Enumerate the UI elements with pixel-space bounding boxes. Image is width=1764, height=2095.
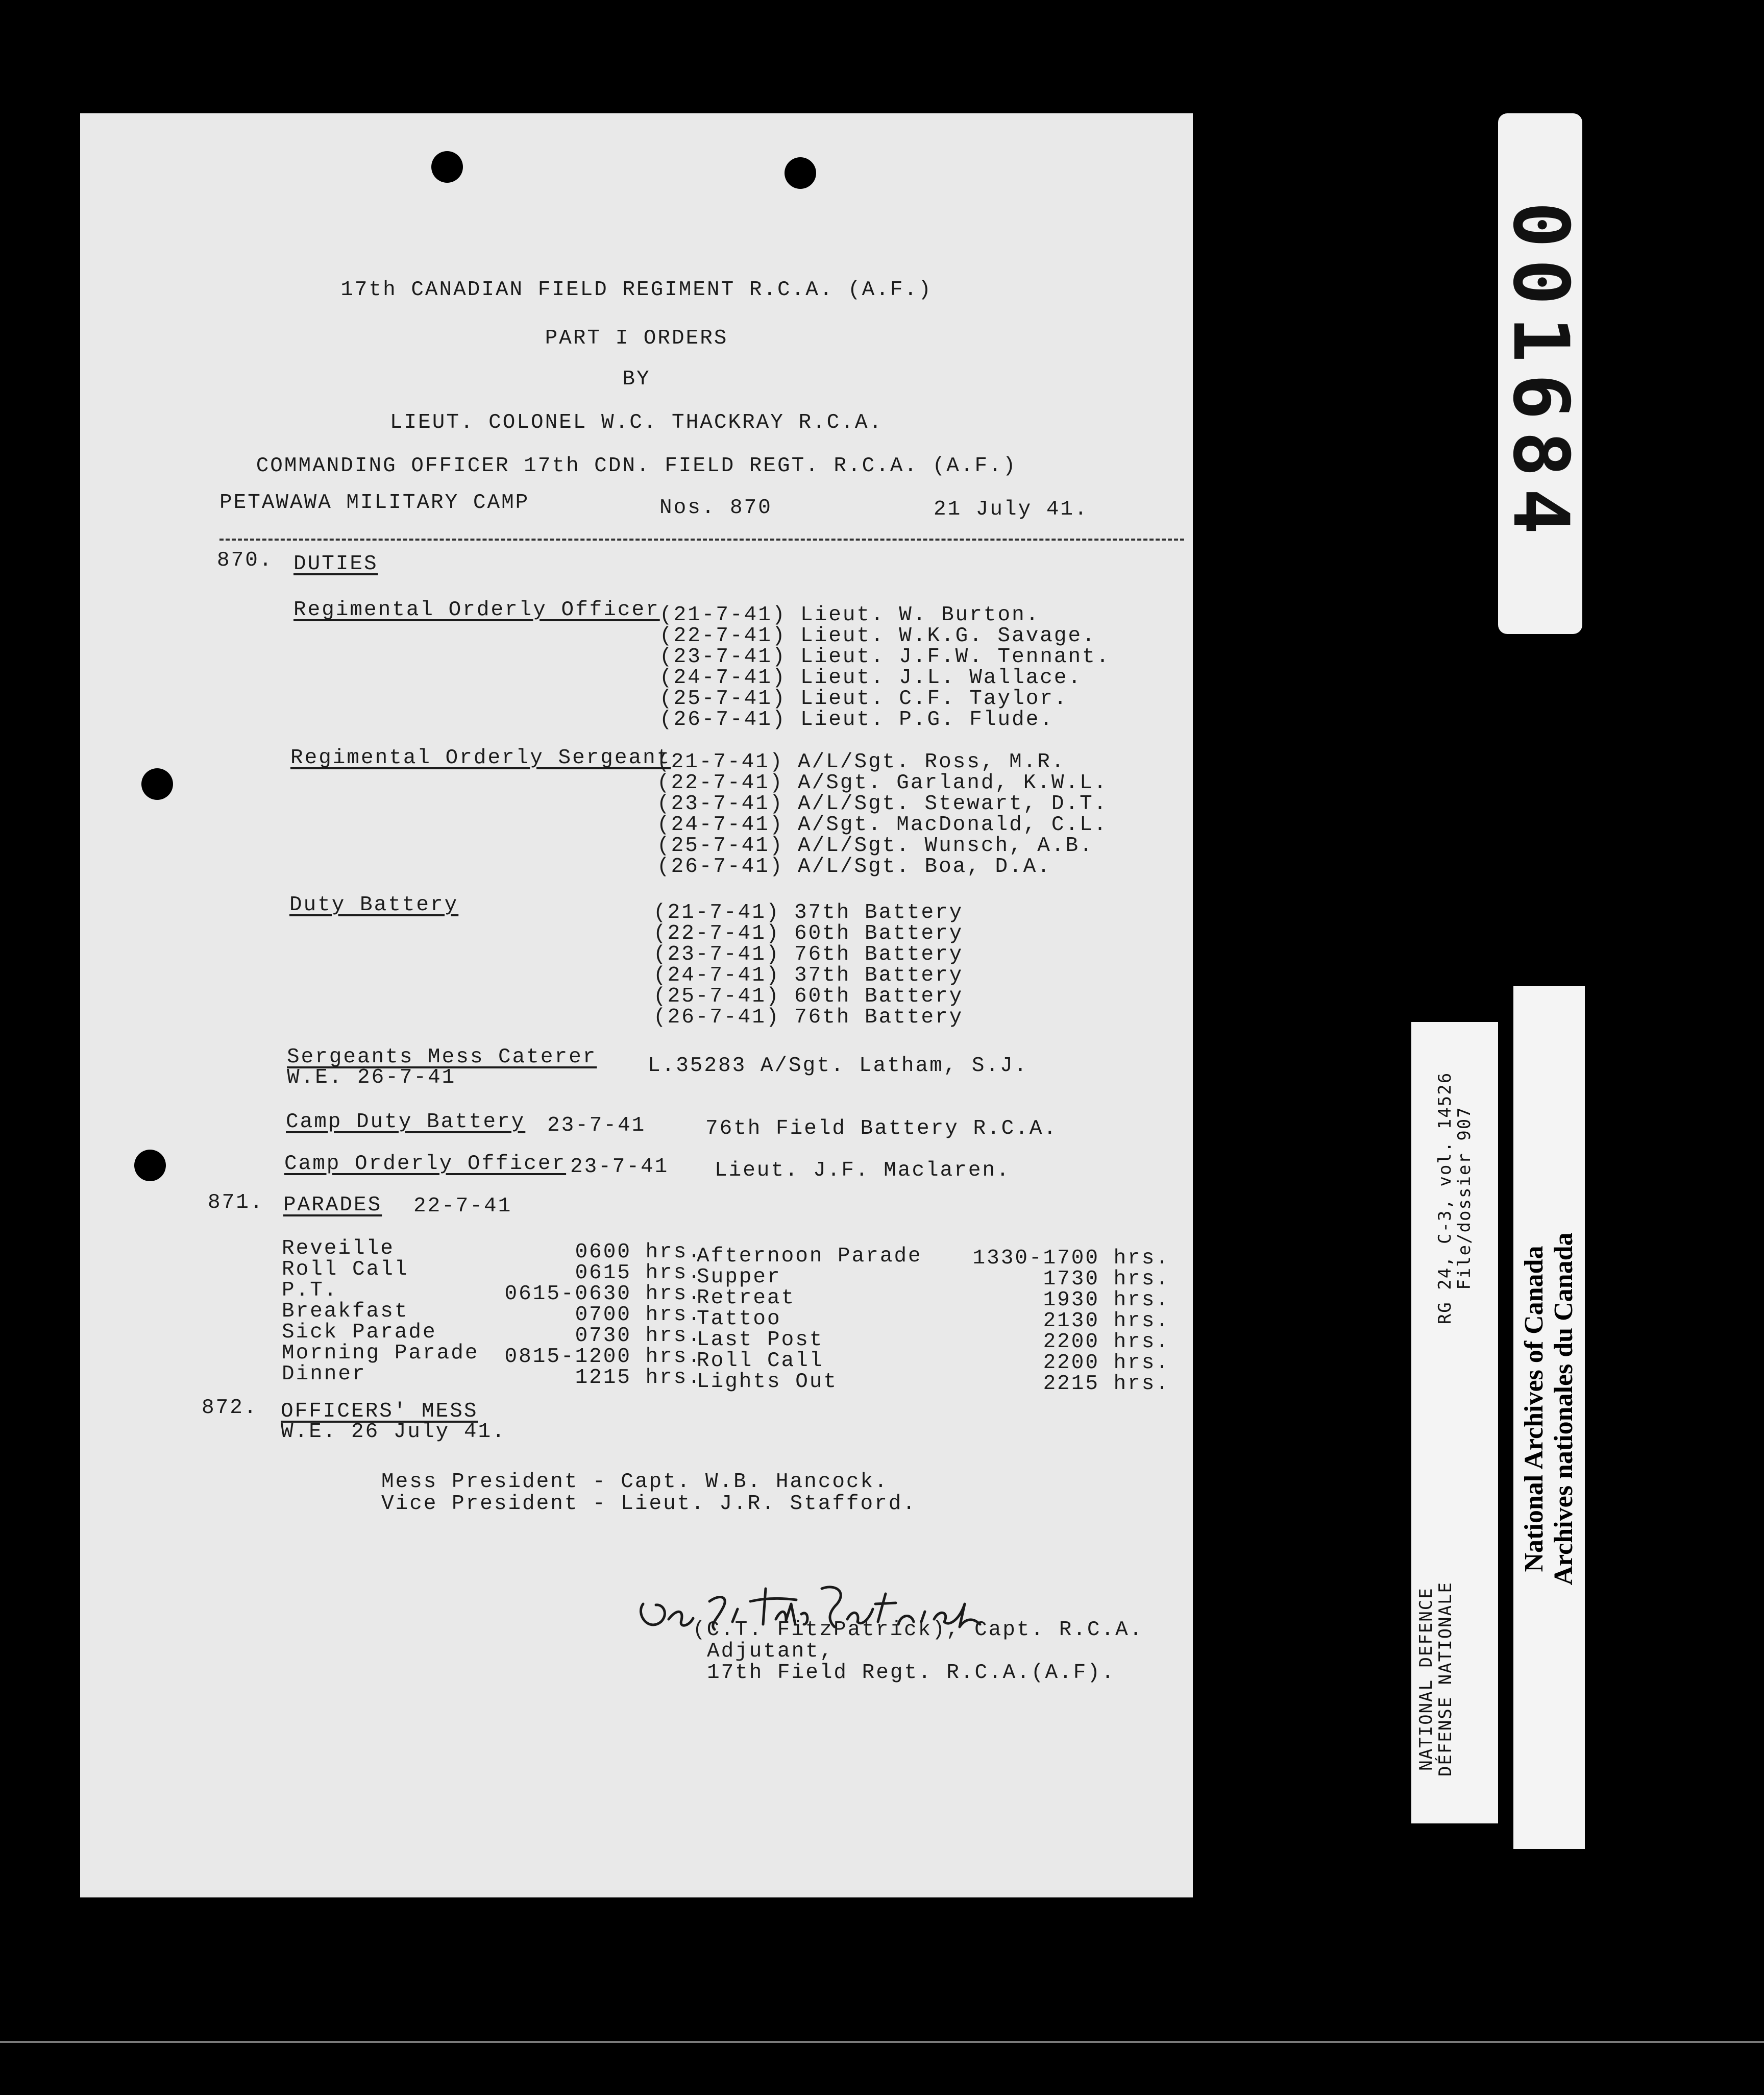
parade-time: 2200 hrs. <box>1043 1330 1170 1354</box>
national-defence-line: NATIONAL DEFENCE <box>1415 1587 1436 1771</box>
film-edge-line <box>0 2041 1764 2043</box>
parade-name: P.T. <box>282 1279 338 1302</box>
roo-entry: (23-7-41) Lieut. J.F.W. Tennant. <box>659 645 1111 669</box>
file-dossier-line: File/dossier 907 <box>1454 1106 1475 1290</box>
camp-duty-battery-label: Camp Duty Battery <box>286 1110 526 1134</box>
parade-time: 0815-1200 hrs. <box>504 1345 702 1369</box>
ros-entry: (23-7-41) A/L/Sgt. Stewart, D.T. <box>657 792 1108 816</box>
ros-label: Regimental Orderly Sergeant <box>290 746 671 770</box>
archives-nationales-line: Archives nationales du Canada <box>1549 1232 1578 1586</box>
parade-name: Afternoon Parade <box>697 1245 922 1268</box>
parade-name: Morning Parade <box>282 1342 479 1365</box>
parade-name: Last Post <box>697 1328 824 1352</box>
duty-battery-entry: (21-7-41) 37th Battery <box>653 901 964 924</box>
commander-title: COMMANDING OFFICER 17th CDN. FIELD REGT. R.C.A. (A.F.) <box>256 454 1017 478</box>
parade-time: 2215 hrs. <box>1043 1372 1170 1396</box>
parade-name: Roll Call <box>697 1349 824 1373</box>
parade-name: Roll Call <box>282 1258 409 1281</box>
parade-name: Retreat <box>697 1286 796 1310</box>
parade-name: Dinner <box>282 1362 366 1386</box>
parade-time: 2200 hrs. <box>1043 1351 1170 1375</box>
section-number: 871. <box>208 1191 264 1214</box>
parade-time: 1215 hrs. <box>575 1366 702 1390</box>
section-heading-duties: DUTIES <box>293 552 378 576</box>
frame-number: 001684 <box>1496 202 1585 546</box>
duty-battery-label: Duty Battery <box>289 893 459 917</box>
mess-caterer-we: W.E. 26-7-41 <box>287 1066 456 1089</box>
archival-reference-label <box>1411 1022 1498 1823</box>
parade-time: 0700 hrs. <box>575 1303 702 1327</box>
handwritten-signature <box>633 1573 990 1645</box>
section-number: 870. <box>217 549 274 572</box>
camp-orderly-officer-label: Camp Orderly Officer <box>284 1152 567 1176</box>
punch-hole <box>785 157 816 189</box>
record-group-reference <box>1435 1072 1474 1324</box>
punch-hole <box>431 151 463 183</box>
parade-name: Breakfast <box>282 1300 409 1323</box>
parade-name: Sick Parade <box>282 1321 437 1344</box>
roo-entry: (26-7-41) Lieut. P.G. Flude. <box>659 708 1054 732</box>
section-heading-officers-mess: OFFICERS' MESS <box>281 1400 478 1423</box>
parade-time: 0615 hrs. <box>575 1261 702 1285</box>
ros-entry: (26-7-41) A/L/Sgt. Boa, D.A. <box>657 855 1051 879</box>
parades-date: 22-7-41 <box>413 1195 512 1218</box>
mess-caterer-value: L.35283 A/Sgt. Latham, S.J. <box>648 1054 1028 1078</box>
officers-mess-we: W.E. 26 July 41. <box>281 1420 506 1444</box>
commander-name: LIEUT. COLONEL W.C. THACKRAY R.C.A. <box>389 411 884 434</box>
parade-time: 0600 hrs. <box>575 1240 702 1264</box>
national-archives-text <box>1520 1233 1579 1586</box>
parade-name: Supper <box>697 1265 781 1289</box>
camp-orderly-officer-value: Lieut. J.F. Maclaren. <box>715 1159 1011 1182</box>
ros-entry: (22-7-41) A/Sgt. Garland, K.W.L. <box>657 771 1108 795</box>
adjutant-title: Adjutant, <box>707 1640 834 1663</box>
mess-caterer-label: Sergeants Mess Caterer <box>287 1045 597 1069</box>
camp-name: PETAWAWA MILITARY CAMP <box>219 491 530 515</box>
parade-time: 1730 hrs. <box>1043 1268 1170 1291</box>
parade-time: 1930 hrs. <box>1043 1288 1170 1312</box>
orders-title: PART I ORDERS <box>545 327 728 350</box>
ros-entry: (24-7-41) A/Sgt. MacDonald, C.L. <box>657 813 1108 837</box>
adjutant-unit: 17th Field Regt. R.C.A.(A.F). <box>707 1661 1116 1685</box>
national-archives-line: National Archives of Canada <box>1520 1246 1549 1572</box>
parade-name: Tattoo <box>697 1307 781 1331</box>
parade-time: 2130 hrs. <box>1043 1309 1170 1333</box>
parade-time: 0615-0630 hrs. <box>504 1282 702 1306</box>
national-defence-label <box>1416 1581 1455 1776</box>
camp-duty-battery-value: 76th Field Battery R.C.A. <box>705 1117 1058 1140</box>
parade-name: Lights Out <box>697 1370 838 1394</box>
duty-battery-entry: (24-7-41) 37th Battery <box>653 964 964 987</box>
ros-entry: (21-7-41) A/L/Sgt. Ross, M.R. <box>657 750 1066 774</box>
duty-battery-entry: (25-7-41) 60th Battery <box>653 985 964 1008</box>
defense-nationale-line: DÉFENSE NATIONALE <box>1435 1581 1456 1777</box>
vice-president: Vice President - Lieut. J.R. Stafford. <box>381 1492 917 1516</box>
duty-battery-entry: (23-7-41) 76th Battery <box>653 943 964 966</box>
roo-entry: (22-7-41) Lieut. W.K.G. Savage. <box>659 624 1096 648</box>
roo-entry: (24-7-41) Lieut. J.L. Wallace. <box>659 666 1083 690</box>
roo-label: Regimental Orderly Officer <box>293 598 660 622</box>
roo-entry: (25-7-41) Lieut. C.F. Taylor. <box>659 687 1068 711</box>
ros-entry: (25-7-41) A/L/Sgt. Wunsch, A.B. <box>657 834 1094 858</box>
by-line: BY <box>622 368 651 391</box>
section-number: 872. <box>202 1396 258 1420</box>
camp-orderly-officer-date: 23-7-41 <box>570 1155 669 1179</box>
order-number: Nos. 870 <box>659 496 772 520</box>
national-archives-label <box>1513 986 1585 1849</box>
duty-battery-entry: (22-7-41) 60th Battery <box>653 922 964 945</box>
frame-number-stamp <box>1496 113 1585 634</box>
punch-hole <box>141 768 173 800</box>
roo-entry: (21-7-41) Lieut. W. Burton. <box>659 603 1040 627</box>
section-heading-parades: PARADES <box>283 1193 382 1217</box>
camp-duty-battery-date: 23-7-41 <box>547 1114 646 1137</box>
parade-time: 0730 hrs. <box>575 1324 702 1348</box>
order-date: 21 July 41. <box>934 498 1089 521</box>
regiment-title: 17th CANADIAN FIELD REGIMENT R.C.A. (A.F.) <box>340 278 933 302</box>
parade-name: Reveille <box>282 1237 395 1260</box>
duty-battery-entry: (26-7-41) 76th Battery <box>653 1006 964 1029</box>
mess-president: Mess President - Capt. W.B. Hancock. <box>381 1470 889 1494</box>
record-group-line: RG 24, C-3, vol. 14526 <box>1435 1072 1455 1325</box>
header-rule <box>219 539 1184 541</box>
parade-time: 1330-1700 hrs. <box>972 1247 1170 1270</box>
adjutant-name: (C.T. FitzPatrick), Capt. R.C.A. <box>693 1618 1144 1642</box>
punch-hole <box>134 1150 166 1181</box>
